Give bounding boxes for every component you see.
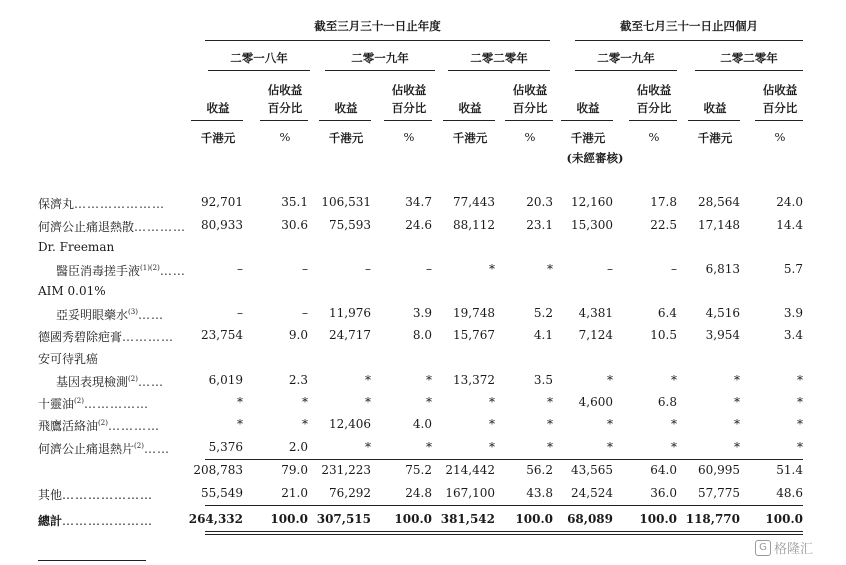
- revenue-cell: 77,443: [453, 195, 495, 209]
- watermark: [755, 538, 813, 557]
- others-cell: 48.6: [776, 486, 803, 500]
- revenue-cell: *: [607, 440, 613, 454]
- revenue-col-header: 收益: [206, 101, 230, 115]
- pct-cell: 35.1: [281, 195, 308, 209]
- subtotal-cell: 208,783: [193, 463, 243, 477]
- revenue-cell: 23,754: [201, 328, 243, 342]
- row-label-text: 何濟公止痛退熱片: [38, 442, 135, 456]
- year-group-rule: [205, 40, 550, 41]
- revenue-cell: 106,531: [321, 195, 371, 209]
- revenue-cell: *: [607, 373, 613, 387]
- total-cell: 100.0: [515, 512, 553, 526]
- others-cell: 43.8: [526, 486, 553, 500]
- pct-cell: *: [797, 417, 803, 431]
- pct-cell: *: [797, 373, 803, 387]
- row-label-text: 保濟丸: [38, 197, 75, 211]
- pct-cell: 10.5: [650, 328, 677, 342]
- revenue-cell: 24,717: [329, 328, 371, 342]
- subtotal-rule: [205, 459, 803, 460]
- unaudited-note: (未經審核): [566, 151, 624, 165]
- revenue-cell: 88,112: [453, 218, 495, 232]
- col-header-rule: [319, 120, 371, 121]
- pct-col-header-line1: 佔收益: [762, 83, 798, 97]
- revenue-cell: *: [607, 417, 613, 431]
- total-cell: 100.0: [639, 512, 677, 526]
- total-cell: 307,515: [316, 512, 371, 526]
- period-group-header: 截至七月三十一日止四個月: [620, 19, 758, 33]
- revenue-cell: –: [237, 262, 243, 276]
- pct-col-header-line1: 佔收益: [391, 83, 427, 97]
- others-cell: 24.8: [405, 486, 432, 500]
- revenue-cell: 80,933: [201, 218, 243, 232]
- revenue-cell: 15,767: [453, 328, 495, 342]
- subtotal-cell: 64.0: [650, 463, 677, 477]
- pct-cell: –: [426, 262, 432, 276]
- unit-pct: %: [774, 130, 786, 144]
- total-cell: 381,542: [440, 512, 495, 526]
- unit-hkd: 千港元: [452, 131, 488, 145]
- revenue-cell: 17,148: [698, 218, 740, 232]
- pct-cell: 30.6: [281, 218, 308, 232]
- revenue-cell: *: [734, 373, 740, 387]
- row-label: [38, 417, 160, 434]
- pct-col-header-line2: 百分比: [391, 101, 427, 115]
- pct-cell: 2.0: [288, 440, 308, 454]
- pct-cell: *: [547, 395, 553, 409]
- revenue-cell: *: [734, 440, 740, 454]
- revenue-cell: *: [237, 417, 243, 431]
- revenue-cell: *: [365, 395, 371, 409]
- revenue-cell: 19,748: [453, 306, 495, 320]
- others-cell: 55,549: [201, 486, 243, 500]
- revenue-cell: 4,516: [705, 306, 740, 320]
- pct-col-header-line2: 百分比: [762, 101, 798, 115]
- total-cell: 68,089: [567, 512, 613, 526]
- leader-dots: ……: [137, 308, 164, 322]
- footnote-marker: (2): [134, 442, 144, 450]
- leader-dots: ……: [143, 442, 170, 456]
- row-label: [38, 440, 170, 457]
- revenue-cell: –: [237, 306, 243, 320]
- footnote-marker: (2): [128, 375, 138, 383]
- revenue-cell: *: [365, 440, 371, 454]
- total-cell: 100.0: [270, 512, 308, 526]
- row-label: [38, 395, 149, 412]
- pct-cell: 5.2: [533, 306, 553, 320]
- others-label-text: 其他: [38, 488, 63, 502]
- revenue-col-header: 收益: [458, 101, 482, 115]
- pct-cell: 3.5: [533, 373, 553, 387]
- leader-dots: …………………: [62, 514, 154, 528]
- footnote-marker: (1)(2): [140, 264, 160, 272]
- col-header-rule: [505, 120, 553, 121]
- subtotal-cell: 75.2: [405, 463, 432, 477]
- row-label: [56, 373, 164, 390]
- row-label-text: 醫臣消毒搓手液: [56, 264, 141, 278]
- revenue-cell: 6,019: [208, 373, 243, 387]
- others-label: [38, 486, 153, 503]
- revenue-cell: 92,701: [201, 195, 243, 209]
- revenue-cell: *: [489, 417, 495, 431]
- pct-cell: 4.0: [412, 417, 432, 431]
- pct-cell: *: [302, 417, 308, 431]
- pct-cell: *: [671, 440, 677, 454]
- pct-cell: –: [302, 262, 308, 276]
- revenue-cell: *: [365, 373, 371, 387]
- row-label-text: AIM 0.01%: [38, 284, 106, 298]
- year-header-2020-4m: 二零二零年: [720, 51, 778, 65]
- col-header-rule: [688, 120, 740, 121]
- col-header-rule: [629, 120, 677, 121]
- year-header-2019-4m: 二零一九年: [597, 51, 655, 65]
- total-cell: 118,770: [685, 512, 740, 526]
- pct-col-header-line2: 百分比: [512, 101, 548, 115]
- revenue-cell: 13,372: [453, 373, 495, 387]
- revenue-col-header: 收益: [334, 101, 358, 115]
- row-label-text: 十靈油: [38, 397, 75, 411]
- col-header-rule: [443, 120, 495, 121]
- pct-cell: *: [302, 395, 308, 409]
- revenue-cell: *: [489, 440, 495, 454]
- row-label: [38, 328, 174, 345]
- leader-dots: …………: [134, 220, 187, 234]
- row-label: [38, 218, 186, 235]
- subtotal-cell: 56.2: [526, 463, 553, 477]
- pct-cell: 3.4: [783, 328, 803, 342]
- subtotal-cell: 43,565: [571, 463, 613, 477]
- pct-cell: 9.0: [288, 328, 308, 342]
- others-cell: 24,524: [571, 486, 613, 500]
- others-cell: 36.0: [650, 486, 677, 500]
- others-cell: 76,292: [329, 486, 371, 500]
- revenue-cell: *: [489, 262, 495, 276]
- others-cell: 21.0: [281, 486, 308, 500]
- subtotal-cell: 60,995: [698, 463, 740, 477]
- subtotal-cell: 231,223: [321, 463, 371, 477]
- pct-cell: 2.3: [288, 373, 308, 387]
- year-header-2020: 二零二零年: [470, 51, 528, 65]
- pct-cell: –: [671, 262, 677, 276]
- others-cell: 57,775: [698, 486, 740, 500]
- total-cell: 264,332: [188, 512, 243, 526]
- row-label: [38, 284, 106, 298]
- pct-cell: 6.8: [657, 395, 677, 409]
- row-label: [56, 306, 164, 323]
- year-group-header: 截至三月三十一日止年度: [314, 19, 441, 33]
- unit-hkd: 千港元: [570, 131, 606, 145]
- row-label: [56, 262, 186, 279]
- total-rule: [205, 505, 803, 506]
- pct-cell: *: [426, 373, 432, 387]
- row-label-text: 飛鷹活絡油: [38, 419, 99, 433]
- footnote-marker: (3): [128, 308, 138, 316]
- pct-cell: 24.6: [405, 218, 432, 232]
- total-double-rule-1: [205, 531, 803, 532]
- year-rule: [448, 70, 550, 71]
- revenue-cell: *: [734, 417, 740, 431]
- year-header-2019: 二零一九年: [351, 51, 409, 65]
- col-header-rule: [260, 120, 308, 121]
- revenue-cell: 4,600: [578, 395, 613, 409]
- pct-cell: *: [671, 417, 677, 431]
- revenue-cell: 5,376: [208, 440, 243, 454]
- pct-cell: 3.9: [412, 306, 432, 320]
- period-group-rule: [575, 40, 803, 41]
- revenue-col-header: 收益: [576, 101, 600, 115]
- subtotal-cell: 79.0: [281, 463, 308, 477]
- row-label: [38, 350, 98, 367]
- year-rule: [325, 70, 435, 71]
- leader-dots: …………: [122, 330, 175, 344]
- col-header-rule: [191, 120, 243, 121]
- year-header-2018: 二零一八年: [230, 51, 288, 65]
- gelonghui-logo-icon: G: [755, 540, 771, 556]
- unit-hkd: 千港元: [200, 131, 236, 145]
- pct-cell: 5.7: [783, 262, 803, 276]
- revenue-cell: *: [237, 395, 243, 409]
- footnote-rule: [38, 560, 146, 561]
- col-header-rule: [384, 120, 432, 121]
- revenue-cell: 6,813: [705, 262, 740, 276]
- pct-cell: 8.0: [412, 328, 432, 342]
- leader-dots: ……………: [83, 397, 149, 411]
- year-rule: [695, 70, 803, 71]
- revenue-cell: 75,593: [329, 218, 371, 232]
- pct-cell: 23.1: [526, 218, 553, 232]
- pct-cell: *: [547, 417, 553, 431]
- subtotal-cell: 51.4: [776, 463, 803, 477]
- pct-cell: *: [797, 440, 803, 454]
- col-header-rule: [561, 120, 613, 121]
- watermark-text: 格隆汇: [774, 542, 814, 557]
- total-label-text: 總計: [38, 514, 63, 528]
- revenue-cell: *: [489, 395, 495, 409]
- leader-dots: ……: [137, 375, 164, 389]
- pct-cell: 34.7: [405, 195, 432, 209]
- pct-cell: –: [302, 306, 308, 320]
- row-label-text: 何濟公止痛退熱散: [38, 220, 135, 234]
- total-label: [38, 512, 153, 529]
- pct-cell: *: [426, 395, 432, 409]
- revenue-cell: 15,300: [571, 218, 613, 232]
- year-rule: [575, 70, 677, 71]
- unit-hkd: 千港元: [697, 131, 733, 145]
- total-cell: 100.0: [765, 512, 803, 526]
- pct-cell: *: [547, 440, 553, 454]
- year-rule: [208, 70, 310, 71]
- footnote-marker: (2): [74, 397, 84, 405]
- subtotal-cell: 214,442: [445, 463, 495, 477]
- leader-dots: …………………: [62, 488, 154, 502]
- revenue-cell: 11,976: [329, 306, 371, 320]
- total-double-rule-2: [205, 534, 803, 535]
- revenue-cell: –: [607, 262, 613, 276]
- pct-cell: 3.9: [783, 306, 803, 320]
- row-label-text: 德國秀碧除疤膏: [38, 330, 123, 344]
- pct-cell: *: [671, 373, 677, 387]
- row-label: [38, 195, 165, 212]
- unit-pct: %: [524, 130, 536, 144]
- pct-cell: 6.4: [657, 306, 677, 320]
- total-cell: 100.0: [394, 512, 432, 526]
- revenue-cell: –: [365, 262, 371, 276]
- revenue-col-header: 收益: [703, 101, 727, 115]
- pct-cell: 4.1: [533, 328, 553, 342]
- pct-cell: *: [426, 440, 432, 454]
- pct-col-header-line2: 百分比: [636, 101, 672, 115]
- pct-cell: *: [547, 262, 553, 276]
- col-header-rule: [755, 120, 803, 121]
- pct-col-header-line1: 佔收益: [636, 83, 672, 97]
- pct-col-header-line1: 佔收益: [267, 83, 303, 97]
- revenue-cell: 12,160: [571, 195, 613, 209]
- revenue-cell: *: [734, 395, 740, 409]
- pct-cell: 24.0: [776, 195, 803, 209]
- row-label: [38, 240, 114, 254]
- pct-cell: 14.4: [776, 218, 803, 232]
- row-label-text: 安可待乳癌: [38, 352, 99, 366]
- pct-col-header-line1: 佔收益: [512, 83, 548, 97]
- unit-hkd: 千港元: [328, 131, 364, 145]
- revenue-cell: 28,564: [698, 195, 740, 209]
- others-cell: 167,100: [445, 486, 495, 500]
- pct-cell: *: [797, 395, 803, 409]
- pct-cell: 22.5: [650, 218, 677, 232]
- leader-dots: ……: [159, 264, 186, 278]
- unit-pct: %: [648, 130, 660, 144]
- revenue-cell: 7,124: [578, 328, 613, 342]
- row-label-text: 基因表現檢測: [56, 375, 129, 389]
- leader-dots: …………………: [74, 197, 166, 211]
- unit-pct: %: [403, 130, 415, 144]
- unit-pct: %: [279, 130, 291, 144]
- row-label-text: Dr. Freeman: [38, 240, 115, 254]
- revenue-cell: 3,954: [705, 328, 740, 342]
- footnote-marker: (2): [98, 419, 108, 427]
- revenue-cell: 12,406: [329, 417, 371, 431]
- pct-col-header-line2: 百分比: [267, 101, 303, 115]
- row-label-text: 亞妥明眼藥水: [56, 308, 129, 322]
- pct-cell: 17.8: [650, 195, 677, 209]
- revenue-cell: 4,381: [578, 306, 613, 320]
- leader-dots: …………: [107, 419, 160, 433]
- pct-cell: 20.3: [526, 195, 553, 209]
